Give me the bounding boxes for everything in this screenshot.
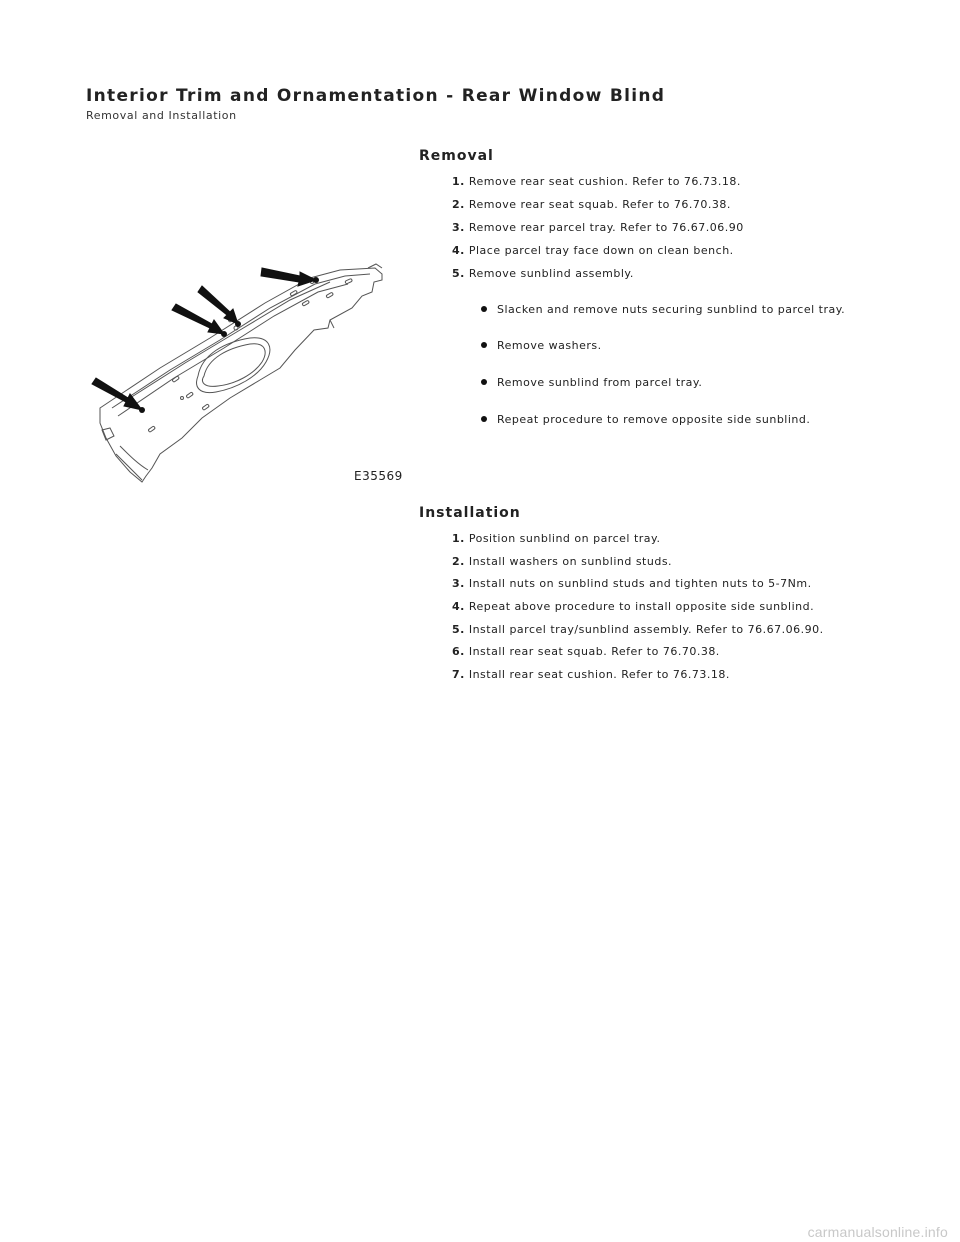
bullet-dot-icon — [481, 379, 487, 385]
removal-step-4 — [452, 244, 734, 257]
page-subtitle: Removal and Installation — [86, 109, 237, 122]
figure-label: E35569 — [354, 469, 403, 483]
step-number: 4. — [452, 244, 465, 257]
bullet-dot-icon — [481, 342, 487, 348]
step-text: Install parcel tray/sunblind assembly. Refer to 76.67.06.90. — [468, 623, 824, 636]
step-number: 6. — [452, 645, 465, 658]
page-title: Interior Trim and Ornamentation - Rear Window Blind — [86, 86, 666, 106]
bullet-text: Remove sunblind from parcel tray. — [497, 376, 703, 389]
step-number: 3. — [452, 221, 465, 234]
step-number: 2. — [452, 555, 465, 568]
installation-heading: Installation — [419, 505, 521, 521]
step-text: Place parcel tray face down on clean bench. — [468, 244, 734, 257]
parcel-tray-illustration — [90, 258, 420, 488]
bullet-dot-icon — [481, 416, 487, 422]
bullet-text: Repeat procedure to remove opposite side sunblind. — [497, 413, 811, 426]
step-text: Position sunblind on parcel tray. — [468, 532, 661, 545]
step-text: Install washers on sunblind studs. — [468, 555, 673, 568]
step-text: Install rear seat cushion. Refer to 76.73.18. — [468, 668, 730, 681]
removal-heading: Removal — [419, 148, 494, 164]
step-text: Repeat above procedure to install opposite side sunblind. — [468, 600, 815, 613]
removal-bullet-1 — [481, 303, 845, 316]
step-text: Install rear seat squab. Refer to 76.70.38. — [468, 645, 720, 658]
step-text: Install nuts on sunblind studs and tighten nuts to 5-7Nm. — [468, 577, 812, 590]
step-number: 2. — [452, 198, 465, 211]
removal-bullet-2 — [481, 339, 602, 352]
step-text: Remove rear parcel tray. Refer to 76.67.06.90 — [468, 221, 744, 234]
watermark: carmanualsonline.info — [807, 1224, 948, 1240]
step-number: 7. — [452, 668, 465, 681]
bullet-dot-icon — [481, 306, 487, 312]
removal-step-2 — [452, 198, 731, 211]
installation-step-5 — [452, 623, 824, 636]
installation-step-4 — [452, 600, 814, 613]
installation-step-7 — [452, 668, 730, 681]
bullet-text: Slacken and remove nuts securing sunblind to parcel tray. — [497, 303, 846, 316]
step-number: 5. — [452, 623, 465, 636]
bullet-text: Remove washers. — [497, 339, 602, 352]
removal-bullet-4 — [481, 413, 810, 426]
step-number: 4. — [452, 600, 465, 613]
step-number: 1. — [452, 175, 465, 188]
removal-bullet-3 — [481, 376, 702, 389]
removal-step-5 — [452, 267, 634, 280]
installation-step-1 — [452, 532, 660, 545]
installation-step-3 — [452, 577, 812, 590]
step-text: Remove rear seat cushion. Refer to 76.73.18. — [468, 175, 741, 188]
installation-step-6 — [452, 645, 720, 658]
step-text: Remove sunblind assembly. — [468, 267, 634, 280]
step-text: Remove rear seat squab. Refer to 76.70.38. — [468, 198, 731, 211]
removal-step-1 — [452, 175, 741, 188]
step-number: 5. — [452, 267, 465, 280]
installation-step-2 — [452, 555, 672, 568]
step-number: 3. — [452, 577, 465, 590]
step-number: 1. — [452, 532, 465, 545]
removal-step-3 — [452, 221, 744, 234]
